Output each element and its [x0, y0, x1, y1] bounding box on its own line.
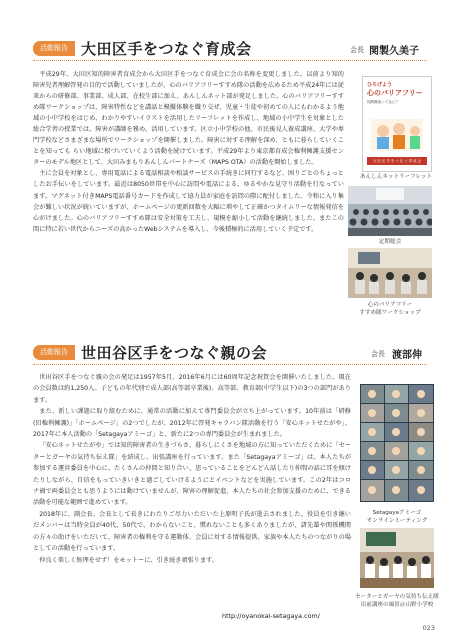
video-grid — [360, 384, 434, 502]
section-title: 大田区手をつなぐ育成会 — [81, 40, 252, 58]
classroom-scene — [360, 528, 434, 588]
general-meeting-photo — [348, 186, 432, 236]
activity-report-tag: 活動報告 — [33, 345, 75, 360]
author-name: 渡部伸 — [392, 350, 422, 361]
paragraph: 主に会員を対象とし、専用電話による電話相談や相談サービスの手続きに同行するなど、困りごとのちょっとしたお手伝いをしています。最近は8050世帯を中心に訪問や電話による、ゆるやかな見守り活動を行なっています。マグネット付きMAPS電話番号カードを作成して協力員が家庭を訪問の際に配付しました。令和に入り集会が難しい状況が続いていますが、ホームページの更新回数を大幅に増やして正確かつタイムリーな情報発信を心がけました。心のバリアフリーすすめ隊は安全対策を工夫し、規模を縮小して活動を継続しました。またこの間に特に若い世代からニーズの高かったWebシステムを導入し、今後積極的に活用していく予定です。 — [33, 170, 344, 233]
leaflet-subtitle: 知的障害ってなに？ — [367, 100, 400, 104]
section-ota — [0, 36, 455, 316]
paragraph: 仲良く楽しく無理をせず！をモットーに、引き続き頑張ります。 — [39, 556, 218, 564]
author-name: 関製久美子 — [369, 46, 419, 57]
section-title: 世田谷区手をつなぐ親の会 — [81, 344, 268, 362]
article-body — [33, 69, 344, 235]
header-divider — [33, 60, 427, 61]
online-meeting-photo — [360, 384, 434, 502]
paragraph: 平成29年、大田区知的障害者育成会から大田区手をつなぐ育成会に会の名称を変更しました。以前より知的障害児者理解啓発の目的で活動していましたが、心のバリアフリーすすめ隊の活動を広めるため平成24年には従来からの研修部、事業部、成人部、在校生部に加え、あんしんネット部が発足しました。心のバリアフリーすすめ隊ワークショップは、障害特性などを講話と模擬体験を織り交ぜ、児童・生徒や初めての人にもわかるよう地域の小中学校をはじめ、わかりやすいイラストを活用したリーフレットを作成し、地域の小中学生を対象とした総合学習の授業では、障害が講師を務め、活用しています。区立小中学校の他、市民後見人養成講座、大学や専門学校などさまざまな場所でワークショップを開催しました。障害に対する理解を深め、ともに暮らしていくことを知っても らい地域に根づいていくよう活動を続けています。平成29年より東京都育成会権利擁護支援センターのモデル地区として、大田みまもりあんしんパートナーズ（MAPS OTA）の活動を開始しました。 — [33, 71, 344, 167]
workshop-scene — [348, 248, 432, 298]
photo-caption: あんしんネットリーフレット — [359, 174, 433, 180]
meeting-scene — [348, 186, 432, 236]
activity-report-tag: 活動報告 — [33, 41, 75, 56]
photo-caption: セーターとガーヤの気持ち伝え隊 出前講座の風景＠山野小学校 — [355, 594, 439, 608]
photo-caption: 定期総会 — [378, 239, 402, 245]
section-header — [0, 36, 455, 64]
paragraph: 2018年に、副会長、会長として長きにわたりご尽力いただいた上原明子氏が逝去されました。役員を引き継いだメンバーは当時全員が40代、50代で、わからないこと、慣れないことも多くありましたが、諸先輩や関係機関の方々の助けをいただいて、障害者の権利を守る運動体、会員に対する情報提供、家族や本人たちのつながりの場としての活動を行っています。 — [33, 510, 351, 553]
header-divider — [33, 364, 427, 365]
photo-caption: 心のバリアフリー すすめ隊ワークショップ — [359, 302, 421, 316]
author-role: 会長 — [371, 350, 385, 358]
leaflet-title: 心のバリアフリー — [367, 89, 423, 97]
section-setagaya — [0, 340, 455, 620]
author-role: 会長 — [350, 46, 364, 54]
leaflet-illustration — [363, 77, 431, 171]
website-link[interactable]: http://oyanokai-setagaya.com/ — [222, 612, 320, 620]
leaflet-image — [362, 76, 432, 172]
classroom-photo — [360, 528, 434, 588]
leaflet-line: ひろげよう — [367, 82, 393, 88]
page-number: 023 — [422, 624, 435, 632]
paragraph: 「安心ネットせたがや」では知的障害者の生きづらさ、暮らしにくさを地域の方に知っていただくために「セーターとガーヤの気持ち伝え隊」を結成し、出張講座を行っています。また「Setagayaアミーゴ」は、本人たちが参加する運営委員を中心に、たくさんの仲間と知り合い、思っていることをどんどん話したり仲間の話に耳を傾けたりしながら、自信をもっていきいきと過ごしていけるようにとイベントなどを実施しています。この2年はコロナ禍で両委員会とも思うようには動けていませんが、障害の理解促進、本人たちの社会参加支援のために、できる活動を可能な範囲で進めています。 — [33, 442, 351, 507]
photo-caption: Setagayaアミーゴ オンラインミーティング — [366, 510, 428, 524]
section-header — [0, 340, 455, 368]
article-body — [33, 372, 351, 566]
paragraph: また、新しい課題に取り組むために、通常の活動に加えて専門委員会が立ち上がっています。10年前は「研修(旧権利擁護)」「ホームページ」の2つでしたが、2012年に啓発キャラバン隊活動を行う「安心ネットせたがや」、2017年に本人活動の「Setagayaアミーゴ」と、新たに2つの専門委員会が生まれました。 — [33, 408, 351, 439]
paragraph: 世田谷区手をつなぐ親の会の発足は1957年5月、2016年6月には60周年記念祝賀会を開催いたしました。現在の会員数は約1,250人。子どもの年代別で成人部(高等部卒業後)、高等部、教育部(中学生以下)の3つの部門があります。 — [33, 374, 351, 404]
workshop-photo — [348, 248, 432, 298]
leaflet-footer: 大 田 区 手 を つ な ぐ 育 成 会 — [372, 159, 422, 163]
